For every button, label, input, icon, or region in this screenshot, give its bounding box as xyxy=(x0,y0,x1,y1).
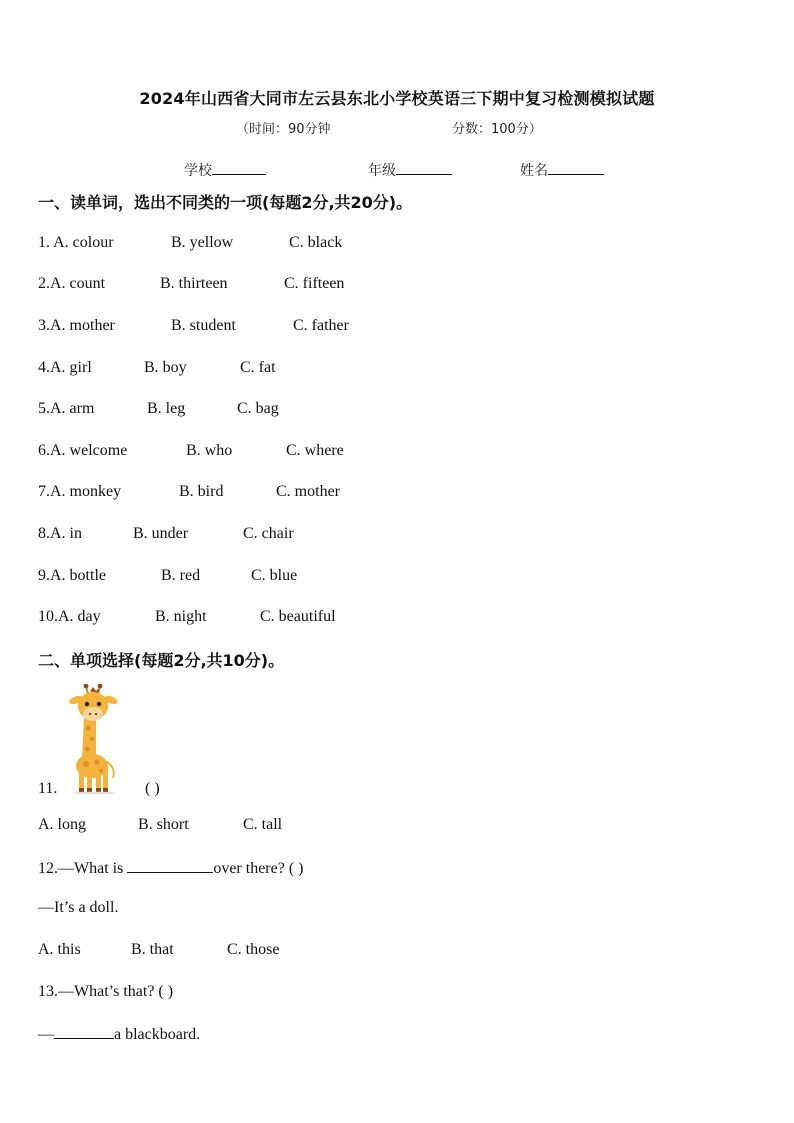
question-7-a: 7.A. monkey xyxy=(38,483,122,500)
question-1-b: B. yellow xyxy=(171,234,234,251)
question-3-b: B. student xyxy=(171,317,236,334)
question-1-c: C. black xyxy=(289,234,343,251)
question-12-pre: 12.—What is xyxy=(38,860,124,877)
question-10-c: C. beautiful xyxy=(260,608,336,625)
section2-heading: 二、单项选择(每题2分,共10分)。 xyxy=(38,651,285,670)
question-13-reply-post: a blackboard. xyxy=(114,1026,201,1043)
question-9-b: B. red xyxy=(161,567,201,584)
question-9-a: 9.A. bottle xyxy=(38,567,106,584)
giraffe-picture xyxy=(66,684,120,794)
exam-time: （时间：90分钟 xyxy=(236,122,331,137)
question-13-blank xyxy=(54,1024,114,1039)
question-8-a: 8.A. in xyxy=(38,525,82,542)
question-3-a: 3.A. mother xyxy=(38,317,115,334)
question-11-answer-paren: ( ) xyxy=(145,780,160,797)
question-10-b: B. night xyxy=(155,608,207,625)
question-11-b: B. short xyxy=(138,816,189,833)
question-12-blank xyxy=(127,858,213,873)
question-4-c: C. fat xyxy=(240,359,276,376)
question-2-b: B. thirteen xyxy=(160,275,228,292)
question-5-c: C. bag xyxy=(237,400,279,417)
question-12-line xyxy=(38,858,304,878)
question-11-number: 11. xyxy=(38,780,58,797)
question-4-b: B. boy xyxy=(144,359,187,376)
grade-label: 年级 xyxy=(368,163,396,179)
question-7-c: C. mother xyxy=(276,483,340,500)
grade-field xyxy=(368,160,452,180)
question-13-reply xyxy=(38,1024,200,1044)
school-field xyxy=(184,160,266,180)
grade-blank xyxy=(396,160,452,175)
page-title: 2024年山西省大同市左云县东北小学校英语三下期中复习检测模拟试题 xyxy=(139,89,655,108)
question-7-b: B. bird xyxy=(179,483,224,500)
question-12-reply: —It’s a doll. xyxy=(38,899,119,916)
question-11-c: C. tall xyxy=(243,816,283,833)
section1-heading: 一、读单词，选出不同类的一项(每题2分,共20分)。 xyxy=(38,193,413,212)
question-3-c: C. father xyxy=(293,317,349,334)
question-1-a: 1. A. colour xyxy=(38,234,114,251)
question-12-post: over there? ( ) xyxy=(213,860,304,877)
question-2-a: 2.A. count xyxy=(38,275,106,292)
question-13-text: 13.—What’s that? ( ) xyxy=(38,983,174,1000)
question-5-b: B. leg xyxy=(147,400,186,417)
question-4-a: 4.A. girl xyxy=(38,359,92,376)
question-10-a: 10.A. day xyxy=(38,608,101,625)
exam-score: 分数：100分） xyxy=(452,122,542,137)
question-13-reply-dash: — xyxy=(38,1026,54,1043)
question-8-b: B. under xyxy=(133,525,189,542)
school-blank xyxy=(212,160,266,175)
name-label: 姓名 xyxy=(520,163,548,179)
question-6-b: B. who xyxy=(186,442,233,459)
question-6-c: C. where xyxy=(286,442,344,459)
question-5-a: 5.A. arm xyxy=(38,400,95,417)
question-12-c: C. those xyxy=(227,941,280,958)
question-8-c: C. chair xyxy=(243,525,294,542)
question-6-a: 6.A. welcome xyxy=(38,442,128,459)
question-2-c: C. fifteen xyxy=(284,275,345,292)
school-label: 学校 xyxy=(184,163,212,179)
question-11-a: A. long xyxy=(38,816,86,833)
question-9-c: C. blue xyxy=(251,567,298,584)
name-field xyxy=(520,160,604,180)
question-12-b: B. that xyxy=(131,941,174,958)
name-blank xyxy=(548,160,604,175)
question-12-a: A. this xyxy=(38,941,81,958)
